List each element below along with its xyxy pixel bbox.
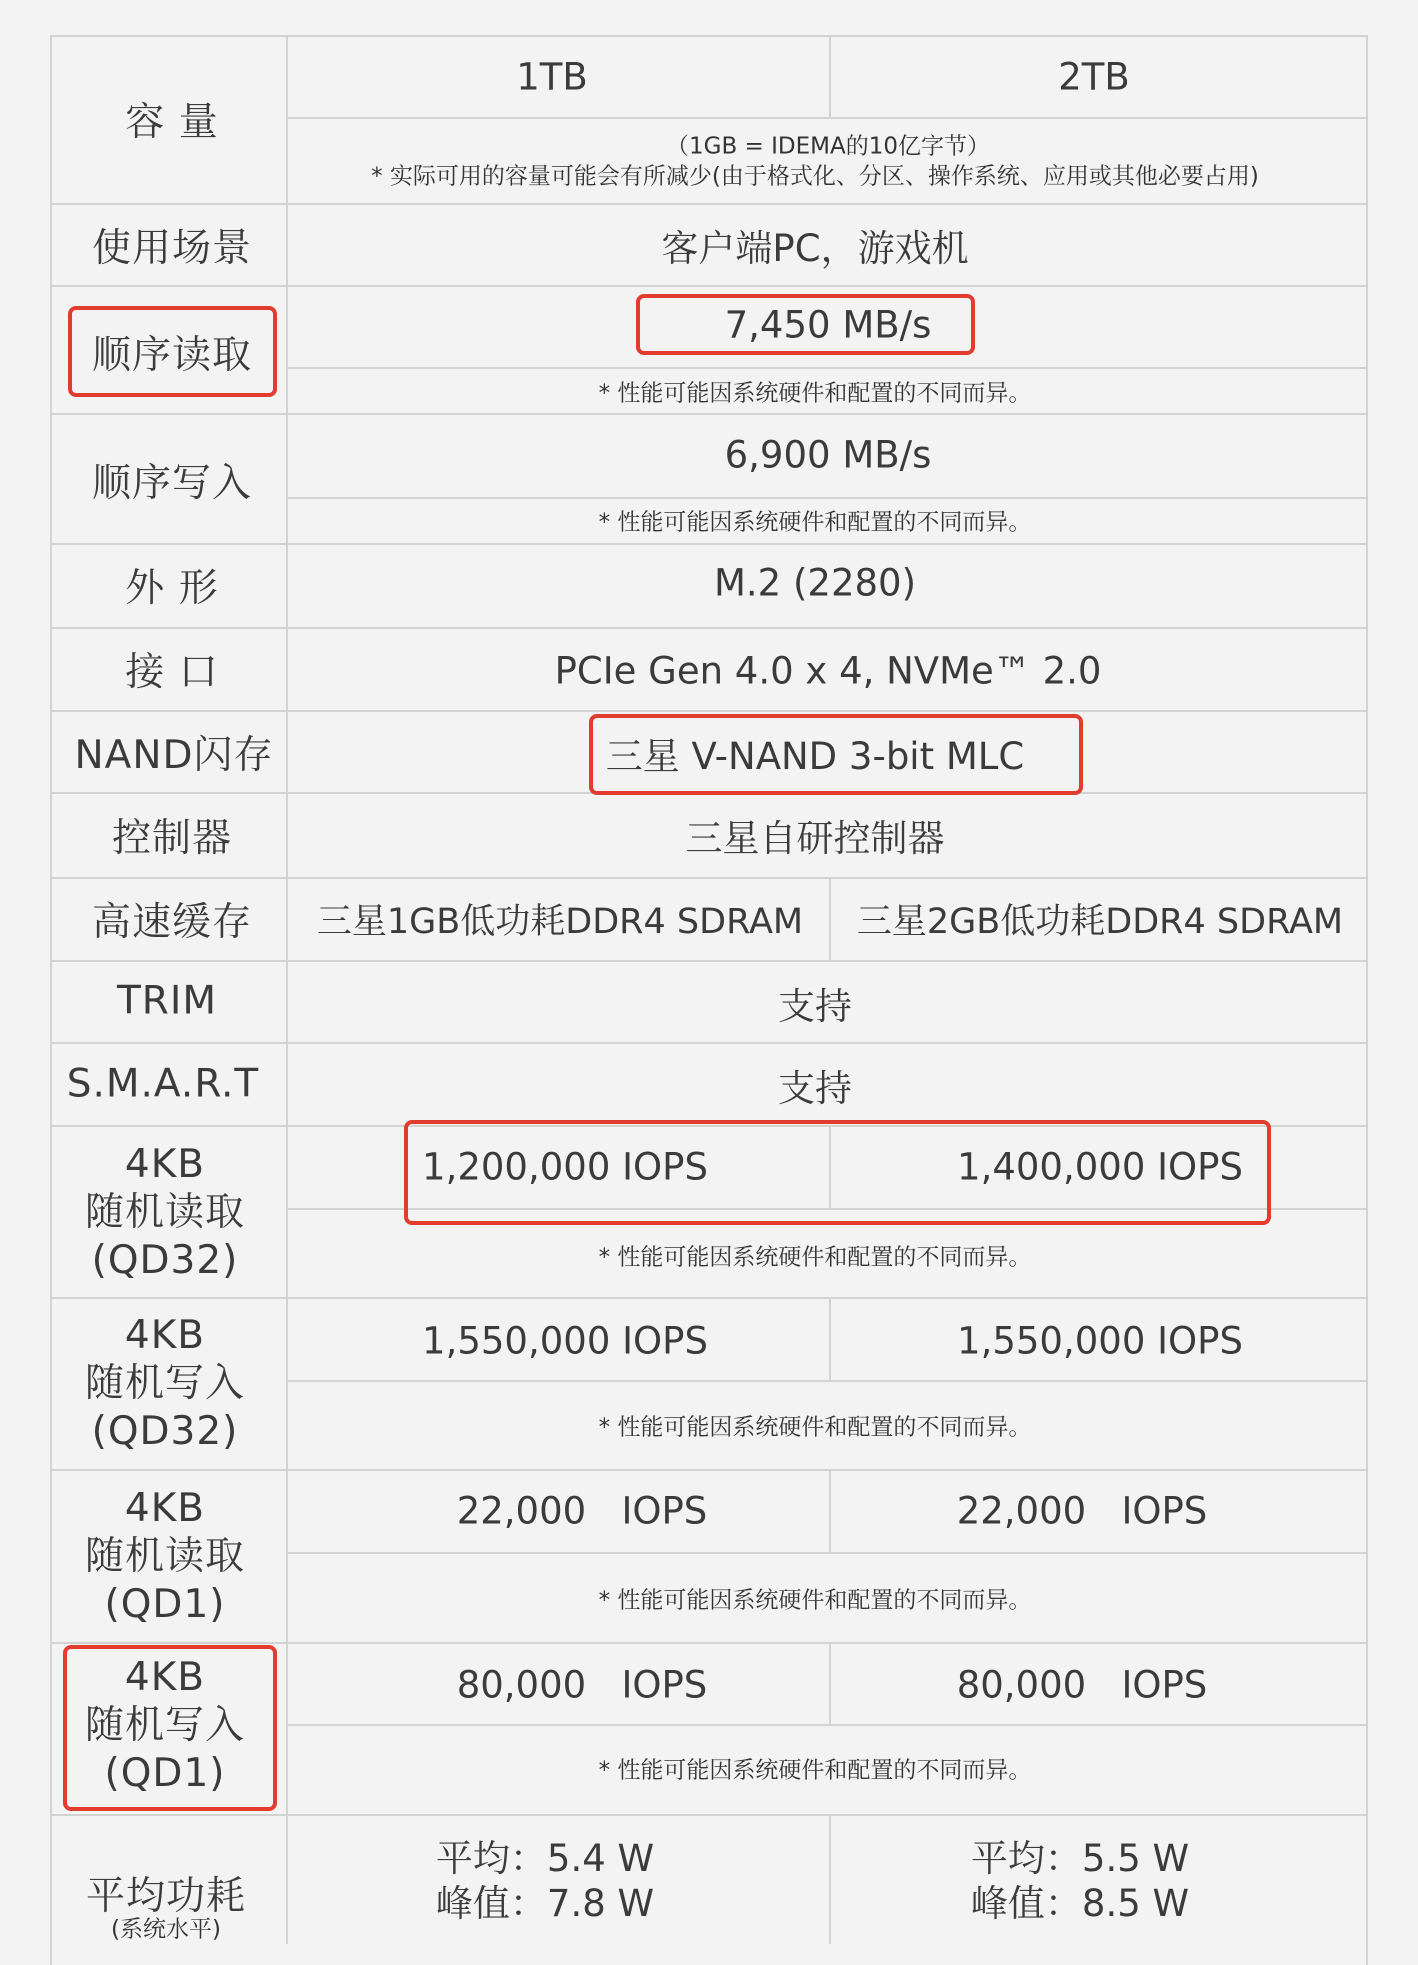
cache-1tb: 三星1GB低功耗DDR4 SDRAM xyxy=(316,902,804,942)
rand-read-qd1-label xyxy=(85,1485,245,1629)
sub-row-divider xyxy=(288,1552,1368,1554)
power-1tb-avg: 平均：5.4 W xyxy=(435,1837,655,1880)
row-divider xyxy=(50,1642,1368,1644)
row-divider xyxy=(50,285,1368,287)
rand-read-qd32-label xyxy=(85,1141,245,1285)
rand-read-qd1-note: * 性能可能因系统硬件和配置的不同而异。 xyxy=(598,1587,1032,1614)
label-line: 随机写入 xyxy=(84,1361,246,1406)
capacity-label: 容 量 xyxy=(125,100,219,145)
rand-write-qd32-1tb: 1,550,000 IOPS xyxy=(422,1319,708,1363)
rand-write-qd32-label xyxy=(85,1312,245,1456)
nand-value: 三星 V-NAND 3-bit MLC xyxy=(605,735,1025,778)
label-line: 4KB xyxy=(124,1655,206,1700)
row-divider xyxy=(50,960,1368,962)
usage-value: 客户端PC，游戏机 xyxy=(661,227,969,270)
sub-row-divider xyxy=(288,1724,1368,1726)
form-factor-label: 外 形 xyxy=(125,566,219,611)
nand-label: NAND闪存 xyxy=(74,733,274,778)
label-line: (QD32) xyxy=(91,1238,239,1283)
rand-write-qd32-note: * 性能可能因系统硬件和配置的不同而异。 xyxy=(598,1414,1032,1441)
column-split xyxy=(829,1469,831,1554)
label-line: 随机读取 xyxy=(84,1190,246,1235)
rand-read-qd32-note: * 性能可能因系统硬件和配置的不同而异。 xyxy=(598,1244,1032,1271)
seq-write-note: * 性能可能因系统硬件和配置的不同而异。 xyxy=(598,509,1032,536)
sub-row-divider xyxy=(288,367,1368,369)
rand-read-qd1-2tb: 22,000 IOPS xyxy=(956,1489,1208,1533)
cache-2tb: 三星2GB低功耗DDR4 SDRAM xyxy=(856,902,1344,942)
power-2tb-peak: 峰值：8.5 W xyxy=(970,1882,1190,1925)
label-line: (QD1) xyxy=(104,1582,226,1627)
row-divider xyxy=(50,1814,1368,1816)
power-sublabel: (系统水平) xyxy=(111,1916,221,1943)
row-divider xyxy=(50,413,1368,415)
trim-value: 支持 xyxy=(778,985,852,1028)
rand-read-qd32-1tb: 1,200,000 IOPS xyxy=(422,1145,708,1189)
capacity-note-usable: * 实际可用的容量可能会有所减少(由于格式化、分区、操作系统、应用或其他必要占用) xyxy=(371,163,1259,190)
highlight-box-seq-read-label xyxy=(68,306,277,397)
row-divider xyxy=(50,543,1368,545)
highlight-box-nand-value xyxy=(589,714,1083,795)
capacity-1tb: 1TB xyxy=(516,55,588,99)
sub-row-divider xyxy=(288,497,1368,499)
rand-read-qd1-1tb: 22,000 IOPS xyxy=(456,1489,708,1533)
column-split xyxy=(829,35,831,119)
highlight-box-seq-read-value xyxy=(636,294,975,355)
label-line: 随机写入 xyxy=(84,1703,246,1748)
power-2tb-avg: 平均：5.5 W xyxy=(970,1837,1190,1880)
seq-read-label: 顺序读取 xyxy=(91,333,253,378)
smart-value: 支持 xyxy=(778,1067,852,1110)
capacity-note-gb: （1GB = IDEMA的10亿字节） xyxy=(666,133,990,160)
label-line: (QD32) xyxy=(91,1409,239,1454)
column-split xyxy=(829,1297,831,1382)
power-label: 平均功耗 xyxy=(85,1874,247,1919)
row-divider xyxy=(50,1469,1368,1471)
rand-write-qd1-1tb: 80,000 IOPS xyxy=(456,1663,708,1707)
column-split xyxy=(829,1814,831,1944)
label-column-divider xyxy=(286,35,288,1944)
label-line: 4KB xyxy=(124,1486,206,1531)
label-line: 4KB xyxy=(124,1142,206,1187)
usage-label: 使用场景 xyxy=(91,226,253,271)
interface-label: 接 口 xyxy=(125,650,219,695)
sub-row-divider xyxy=(288,117,1368,119)
seq-read-note: * 性能可能因系统硬件和配置的不同而异。 xyxy=(598,380,1032,407)
smart-label: S.M.A.R.T xyxy=(66,1061,260,1107)
controller-label: 控制器 xyxy=(111,816,233,861)
rand-write-qd32-2tb: 1,550,000 IOPS xyxy=(957,1319,1243,1363)
controller-value: 三星自研控制器 xyxy=(685,817,945,860)
form-factor-value: M.2 (2280) xyxy=(713,561,917,605)
seq-read-value: 7,450 MB/s xyxy=(724,303,932,347)
sub-row-divider xyxy=(288,1380,1368,1382)
capacity-2tb: 2TB xyxy=(1058,55,1130,99)
cache-label: 高速缓存 xyxy=(91,900,253,945)
row-divider xyxy=(50,203,1368,205)
rand-write-qd1-note: * 性能可能因系统硬件和配置的不同而异。 xyxy=(598,1757,1032,1784)
highlight-box-rand-write-qd1-label xyxy=(63,1645,277,1811)
rand-read-qd32-2tb: 1,400,000 IOPS xyxy=(957,1145,1243,1189)
row-divider xyxy=(50,877,1368,879)
label-line: (QD1) xyxy=(104,1751,226,1796)
row-divider xyxy=(50,1042,1368,1044)
label-line: 4KB xyxy=(124,1313,206,1358)
rand-write-qd1-2tb: 80,000 IOPS xyxy=(956,1663,1208,1707)
trim-label: TRIM xyxy=(116,978,218,1024)
column-split xyxy=(829,877,831,962)
row-divider xyxy=(50,1297,1368,1299)
seq-write-value: 6,900 MB/s xyxy=(724,433,932,477)
row-divider xyxy=(50,627,1368,629)
column-split xyxy=(829,1642,831,1726)
interface-value: PCIe Gen 4.0 x 4, NVMe™ 2.0 xyxy=(554,649,1102,693)
highlight-box-rand-read-qd32 xyxy=(404,1120,1271,1225)
power-1tb-peak: 峰值：7.8 W xyxy=(435,1882,655,1925)
label-line: 随机读取 xyxy=(84,1534,246,1579)
seq-write-label: 顺序写入 xyxy=(91,461,253,506)
row-divider xyxy=(50,710,1368,712)
